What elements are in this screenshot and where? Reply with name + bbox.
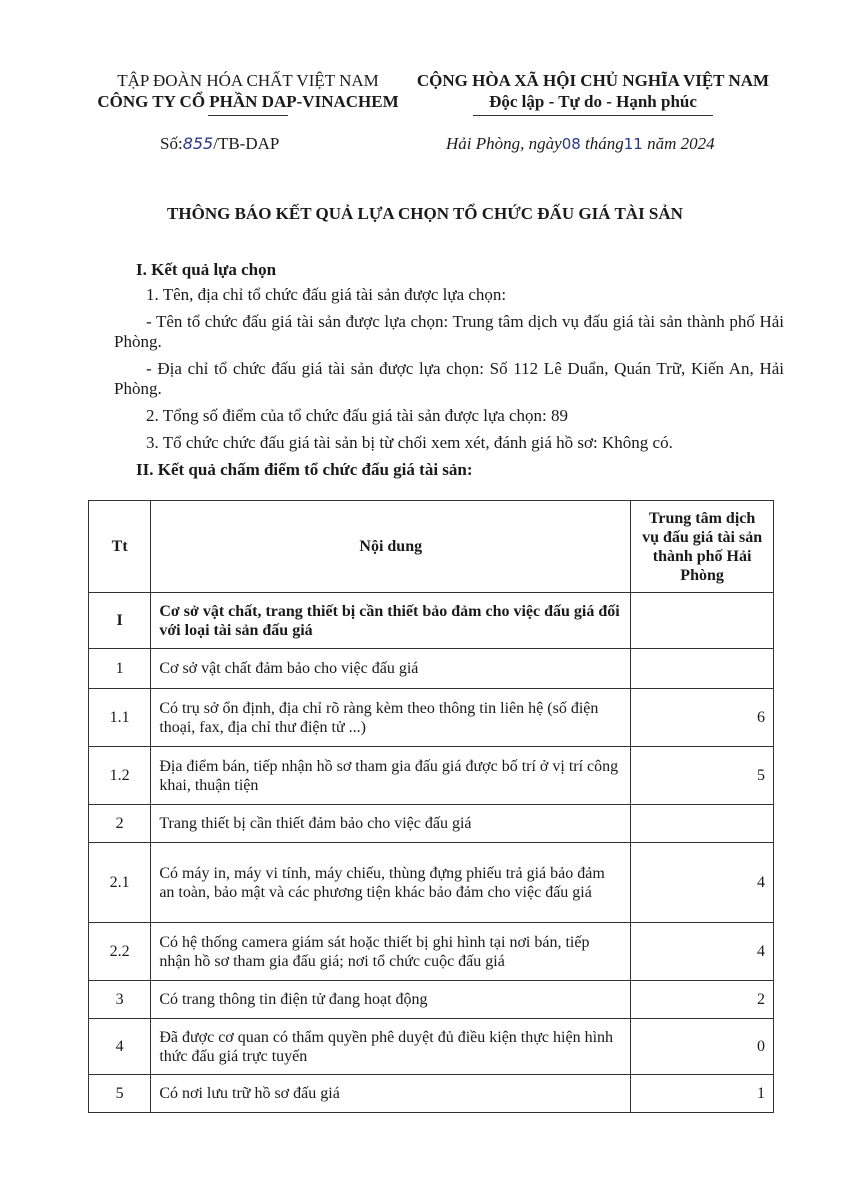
row-tt: 2.2 — [89, 923, 151, 981]
row-tt: I — [89, 593, 151, 649]
row-tt: 2 — [89, 805, 151, 843]
row-score: 0 — [631, 1019, 774, 1075]
national-header — [408, 70, 778, 116]
row-content: Cơ sở vật chất đảm bảo cho việc đấu giá — [151, 649, 631, 689]
date-month: 11 — [623, 135, 643, 153]
header-org: Trung tâm dịch vụ đấu giá tài sản thành phố Hải Phòng — [631, 501, 774, 593]
table-row — [89, 923, 774, 981]
motto-underline — [473, 115, 713, 116]
scoring-table — [88, 500, 774, 1113]
header-content: Nội dung — [151, 501, 631, 593]
company-underline — [208, 115, 288, 116]
table-row — [89, 689, 774, 747]
row-content: Có trang thông tin điện tử đang hoạt động — [151, 981, 631, 1019]
date-day: 08 — [561, 135, 581, 153]
table-row — [89, 593, 774, 649]
row-tt: 4 — [89, 1019, 151, 1075]
organization-header — [78, 70, 418, 116]
row-tt: 5 — [89, 1075, 151, 1113]
selected-org-address: - Địa chỉ tổ chức đấu giá tài sản được lựa chọn: Số 112 Lê Duẩn, Quán Trữ, Kiến An, Hải Phòng. — [114, 359, 784, 398]
parent-organization: TẬP ĐOÀN HÓA CHẤT VIỆT NAM — [117, 71, 379, 90]
company-name: CÔNG TY CỔ PHẦN DAP-VINACHEM — [97, 92, 399, 111]
doc-number-prefix: Số: — [160, 134, 183, 153]
selected-org-name: - Tên tổ chức đấu giá tài sản được lựa chọn: Trung tâm dịch vụ đấu giá tài sản thành phố Hải Phòng. — [114, 312, 784, 351]
row-tt: 1.2 — [89, 747, 151, 805]
national-motto: Độc lập - Tự do - Hạnh phúc — [489, 92, 697, 111]
table-row — [89, 1019, 774, 1075]
row-score: 6 — [631, 689, 774, 747]
row-score: 5 — [631, 747, 774, 805]
doc-number-handwritten: 855 — [182, 134, 214, 153]
section1-item1: 1. Tên, địa chỉ tổ chức đấu giá tài sản được lựa chọn: — [146, 285, 507, 304]
row-content: Có nơi lưu trữ hồ sơ đấu giá — [151, 1075, 631, 1113]
document-title: THÔNG BÁO KẾT QUẢ LỰA CHỌN TỔ CHỨC ĐẤU GIÁ TÀI SẢN — [167, 204, 683, 223]
section1-heading: I. Kết quả lựa chọn — [136, 260, 277, 279]
table-row — [89, 981, 774, 1019]
row-score: 1 — [631, 1075, 774, 1113]
date-year: năm 2024 — [647, 134, 715, 153]
section2-heading: II. Kết quả chấm điểm tổ chức đấu giá tài sản: — [136, 460, 473, 479]
row-content: Địa điểm bán, tiếp nhận hồ sơ tham gia đấu giá được bố trí ở vị trí công khai, thuận tiện — [151, 747, 631, 805]
table-row — [89, 747, 774, 805]
document-body — [114, 260, 784, 485]
row-tt: 1.1 — [89, 689, 151, 747]
table-row — [89, 1075, 774, 1113]
row-tt: 2.1 — [89, 843, 151, 923]
row-score: 4 — [631, 843, 774, 923]
row-content: Có hệ thống camera giám sát hoặc thiết bị ghi hình tại nơi bán, tiếp nhận hồ sơ tham gia đấu giá; nơi tổ chức cuộc đấu giá — [151, 923, 631, 981]
header-tt: Tt — [89, 501, 151, 593]
table-header-row — [89, 501, 774, 593]
section1-item3: 3. Tổ chức chức đấu giá tài sản bị từ chối xem xét, đánh giá hồ sơ: Không có. — [146, 433, 673, 452]
date-month-label: tháng — [585, 134, 624, 153]
row-content: Có máy in, máy vi tính, máy chiếu, thùng đựng phiếu trả giá bảo đảm an toàn, bảo mật và các phương tiện khác bảo đảm cho việc đấu giá — [151, 843, 631, 923]
document-number — [160, 134, 279, 154]
date-place: Hải Phòng, ngày — [446, 134, 562, 153]
national-title: CỘNG HÒA XÃ HỘI CHỦ NGHĨA VIỆT NAM — [416, 71, 770, 90]
row-score — [631, 805, 774, 843]
table-row — [89, 649, 774, 689]
table-row — [89, 843, 774, 923]
row-tt: 3 — [89, 981, 151, 1019]
row-score: 2 — [631, 981, 774, 1019]
row-content: Trang thiết bị cần thiết đảm bảo cho việc đấu giá — [151, 805, 631, 843]
row-content: Đã được cơ quan có thẩm quyền phê duyệt đủ điều kiện thực hiện hình thức đấu giá trực tuyến — [151, 1019, 631, 1075]
doc-number-suffix: /TB-DAP — [213, 134, 280, 153]
row-content: Có trụ sở ổn định, địa chỉ rõ ràng kèm theo thông tin liên hệ (số điện thoại, fax, địa chỉ thư điện tử ...) — [151, 689, 631, 747]
document-date — [446, 134, 715, 154]
row-score — [631, 649, 774, 689]
row-tt: 1 — [89, 649, 151, 689]
row-score — [631, 593, 774, 649]
row-content: Cơ sở vật chất, trang thiết bị cần thiết bảo đảm cho việc đấu giá đối với loại tài sản đấu giá — [151, 593, 631, 649]
table-row — [89, 805, 774, 843]
row-score: 4 — [631, 923, 774, 981]
section1-item2: 2. Tổng số điểm của tổ chức đấu giá tài sản được lựa chọn: 89 — [146, 406, 569, 425]
